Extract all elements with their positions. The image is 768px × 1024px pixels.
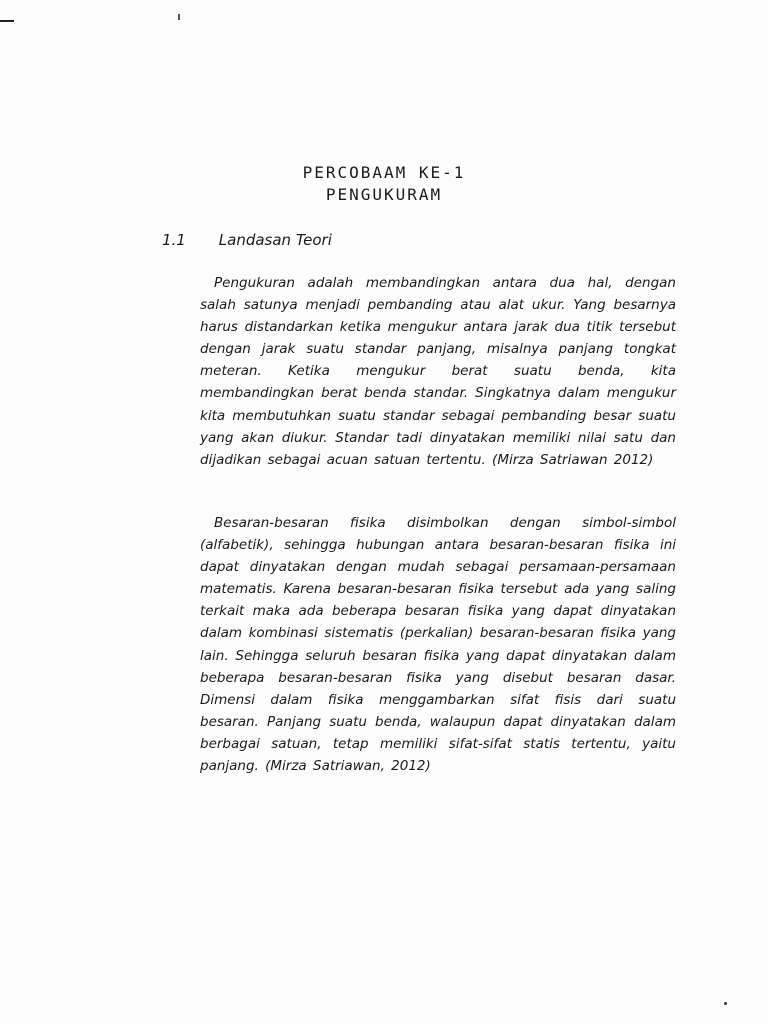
section-number: 1.1 <box>162 231 186 249</box>
title-line-1: PERCOBAAM KE-1 <box>302 163 466 182</box>
document-title <box>0 162 768 206</box>
margin-mark <box>0 20 14 22</box>
margin-dot <box>178 14 180 20</box>
corner-dot <box>724 1002 727 1005</box>
paragraph-2: Besaran-besaran fisika disimbolkan dengan simbol-simbol (alfabetik), sehingga hubungan antara besaran-besaran fisika ini dapat dinyatakan dengan mudah sebagai persamaan-persamaan matematis. Karena besaran-besaran fisika tersebut ada yang saling terkait maka ada beberapa besaran fisika yang dapat dinyatakan dalam kombinasi sistematis (perkalian) besaran-besaran fisika yang lain. Sehingga seluruh besaran fisika yang dapat dinyatakan dalam beberapa besaran-besaran fisika yang disebut besaran dasar. Dimensi dalam fisika menggambarkan sifat fisis dari suatu besaran. Panjang suatu benda, walaupun dapat dinyatakan dalam berbagai satuan, tetap memiliki sifat-sifat statis tertentu, yaitu panjang. (Mirza Satriawan, 2012) <box>200 515 676 775</box>
title-line-2: PENGUKURAM <box>325 185 443 204</box>
paragraph-1: Pengukuran adalah membandingkan antara dua hal, dengan salah satunya menjadi pembanding atau alat ukur. Yang besarnya harus distandarkan ketika mengukur antara jarak dua titik tersebut dengan jarak suatu standar panjang, misalnya panjang tongkat meteran. Ketika mengukur berat suatu benda, kita membandingkan berat benda standar. Singkatnya dalam mengukur kita membutuhkan suatu standar sebagai pembanding besar suatu yang akan diukur. Standar tadi dinyatakan memiliki nilai satu dan dijadikan sebagai acuan satuan tertentu. (Mirza Satriawan 2012) <box>200 275 676 468</box>
section-title: Landasan Teori <box>218 231 332 249</box>
section-heading <box>162 231 332 249</box>
